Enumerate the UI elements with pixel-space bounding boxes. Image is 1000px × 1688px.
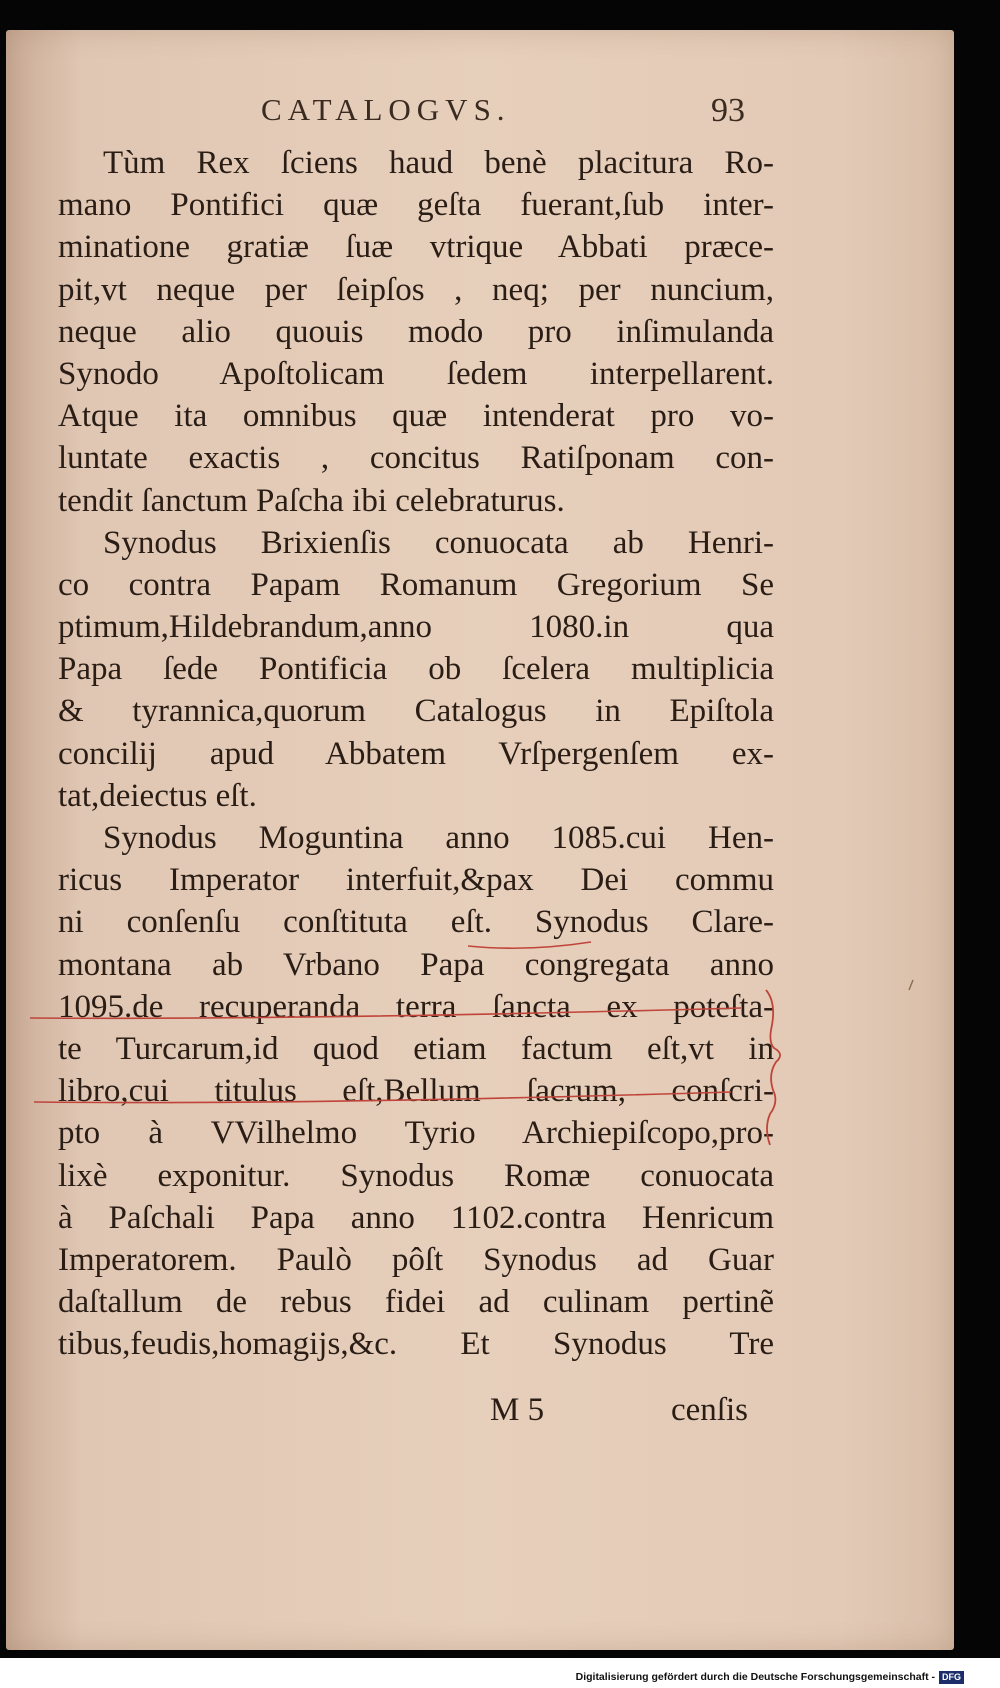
text-line: Synodus Moguntina anno 1085.cui Hen-: [103, 820, 774, 856]
bracket-annotation: [766, 990, 780, 1145]
text-line: ptimum,Hildebrandum,anno 1080.in qua: [58, 609, 774, 646]
pen-stroke-mark: [909, 980, 913, 990]
text-line: 1095.de recuperanda terra ſancta ex poteſta-: [58, 988, 774, 1025]
catchword: cenſis: [671, 1392, 748, 1428]
text-line: Atque ita omnibus quæ intenderat pro vo-: [58, 398, 774, 435]
text-line: concilij apud Abbatem Vrſpergenſem ex-: [58, 735, 774, 772]
text-line: & tyrannica,quorum Catalogus in Epiſtola: [58, 693, 774, 730]
underline-annotation: [34, 1092, 731, 1103]
text-line: Imperatorem. Paulò pôſt Synodus ad Guar: [58, 1241, 774, 1278]
text-line: minatione gratiæ ſuæ vtrique Abbati præce-: [58, 229, 774, 266]
running-title: CATALOGVS.: [261, 92, 511, 127]
digitization-credit: [576, 1670, 964, 1684]
page-number: 93: [711, 92, 745, 129]
text-line: libro,cui titulus eſt,Bellum ſacrum, conſcri-: [58, 1073, 774, 1110]
text-line: tat,deiectus eſt.: [58, 777, 257, 814]
text-line: montana ab Vrbano Papa congregata anno: [58, 946, 774, 983]
text-line: tibus,feudis,homagijs,&c. Et Synodus Tre: [58, 1326, 774, 1363]
underline-annotation: [468, 942, 591, 948]
text-line: pit,vt neque per ſeipſos , neq; per nuncium,: [58, 271, 774, 308]
red-ink-annotations: [6, 30, 954, 1650]
text-line: lixè exponitur. Synodus Romæ conuocata: [58, 1157, 774, 1194]
credit-text: Digitalisierung gefördert durch die Deutsche Forschungsgemeinschaft -: [575, 1671, 935, 1683]
text-line: neque alio quouis modo pro inſimulanda: [58, 313, 774, 350]
text-line: luntate exactis , concitus Ratiſponam con-: [58, 440, 774, 477]
book-page: [6, 30, 954, 1650]
text-line: co contra Papam Romanum Gregorium Se: [58, 566, 774, 603]
text-line: mano Pontifici quæ geſta fuerant,ſub inter-: [58, 187, 774, 224]
text-line: Papa ſede Pontificia ob ſcelera multiplicia: [58, 651, 774, 688]
text-line: pto à VVilhelmo Tyrio Archiepiſcopo,pro-: [58, 1115, 774, 1152]
text-line: Synodus Brixienſis conuocata ab Henri-: [103, 524, 774, 561]
signature-mark: M 5: [490, 1392, 545, 1428]
text-line: Synodo Apoſtolicam ſedem interpellarent.: [58, 355, 774, 392]
text-line: ni conſenſu conſtituta eſt. Synodus Clare-: [58, 904, 774, 941]
text-line: te Turcarum,id quod etiam factum eſt,vt in: [58, 1030, 774, 1067]
text-line: tendit ſanctum Paſcha ibi celebraturus.: [58, 482, 565, 519]
text-line: à Paſchali Papa anno 1102.contra Henricum: [58, 1199, 774, 1236]
underline-annotation: [30, 1008, 741, 1018]
text-line: Tùm Rex ſciens haud benè placitura Ro-: [103, 145, 774, 181]
text-line: ricus Imperator interfuit,&pax Dei commu: [58, 862, 774, 899]
dfg-logo: DFG: [939, 1671, 964, 1684]
text-line: daſtallum de rebus fidei ad culinam pertinẽ: [58, 1284, 774, 1321]
